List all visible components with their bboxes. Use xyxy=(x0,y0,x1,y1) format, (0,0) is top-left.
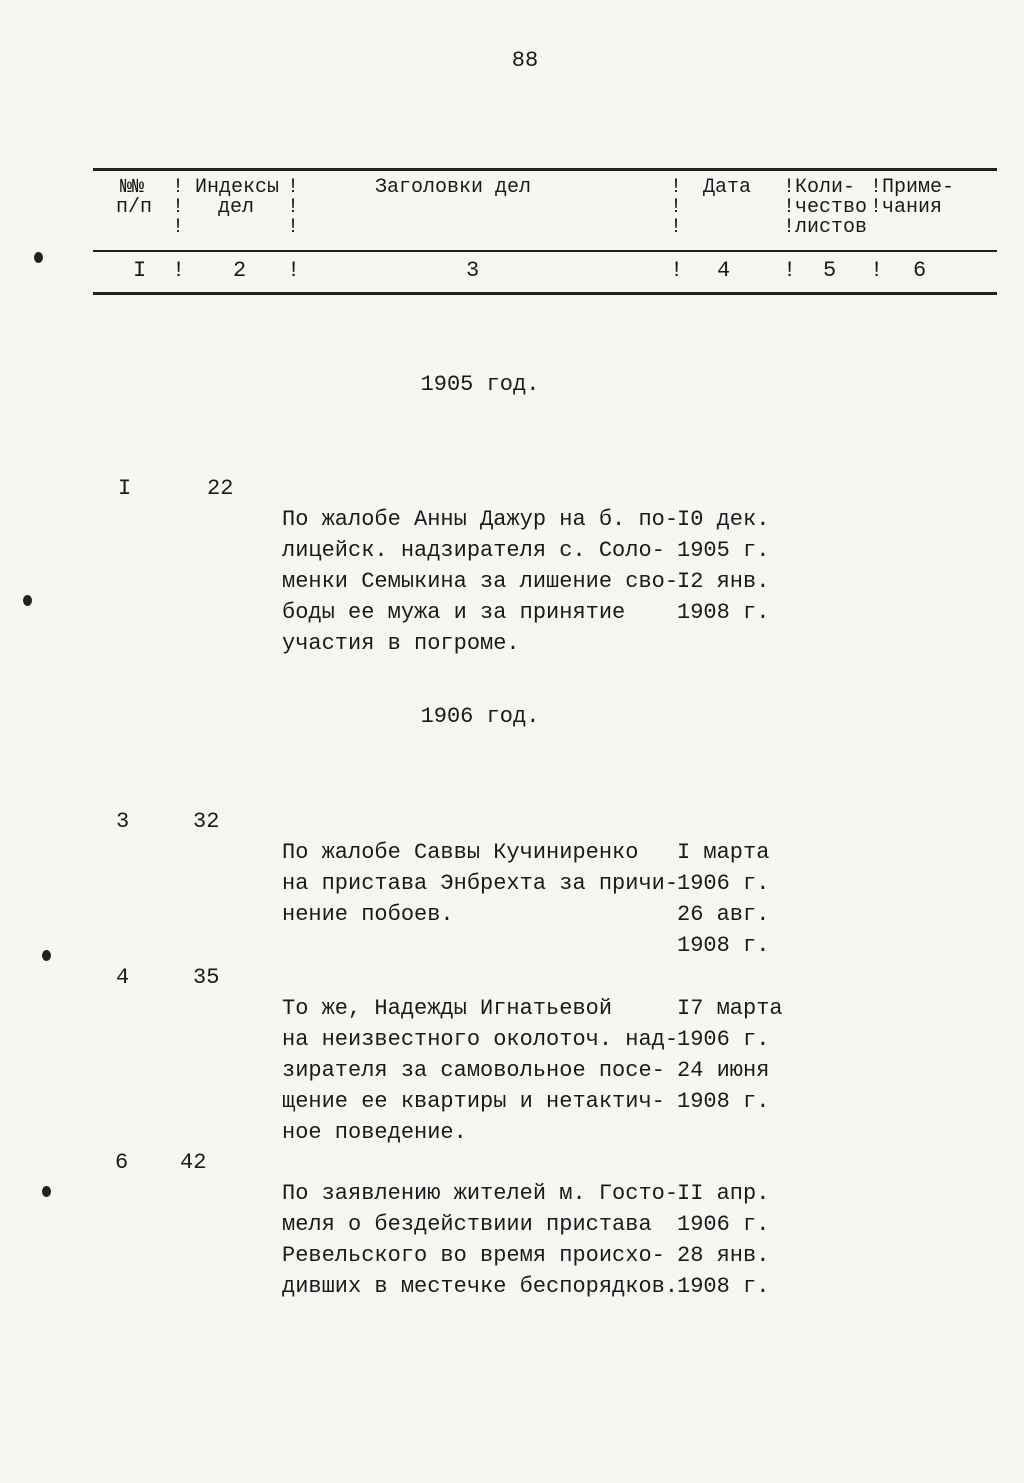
separator: ! xyxy=(172,196,185,219)
entry-index: 42 xyxy=(180,1150,207,1175)
date-line: 1908 г. xyxy=(677,1274,770,1299)
year-heading-1905: 1905 год. xyxy=(420,372,540,397)
title-line: нение побоев. xyxy=(282,902,454,927)
date-line: 26 авг. xyxy=(677,902,770,927)
col4-header: Дата xyxy=(703,176,752,199)
title-line: щение ее квартиры и нетактич- xyxy=(282,1089,665,1114)
entry-index: 35 xyxy=(193,965,220,990)
entry-number: 3 xyxy=(116,809,130,834)
date-line: 24 июня xyxy=(677,1058,770,1083)
entry-number: 4 xyxy=(116,965,130,990)
date-line: 28 янв. xyxy=(677,1243,770,1268)
separator: ! xyxy=(172,216,185,239)
entry-title xyxy=(282,806,678,961)
entry-dates xyxy=(677,962,783,1148)
separator: ! xyxy=(172,176,185,199)
col-number-2: 2 xyxy=(233,258,247,283)
title-line: То же, Надежды Игнатьевой xyxy=(282,996,613,1021)
date-line: 1908 г. xyxy=(677,1089,770,1114)
separator: ! xyxy=(870,196,883,219)
separator: ! xyxy=(783,196,796,219)
header-bottom-rule xyxy=(93,292,997,295)
date-line: 1906 г. xyxy=(677,1027,770,1052)
title-line: лицейск. надзирателя с. Соло- xyxy=(282,538,665,563)
header-middle-rule xyxy=(93,250,997,252)
col-number-4: 4 xyxy=(717,258,731,283)
year-heading-1906: 1906 год. xyxy=(420,704,540,729)
title-line: менки Семыкина за лишение сво- xyxy=(282,569,679,594)
title-line: По заявлению жителей м. Госто- xyxy=(282,1181,679,1206)
col2-header-line1: Индексы xyxy=(195,176,280,199)
col5-header-line3: листов xyxy=(795,216,868,239)
separator: ! xyxy=(172,258,186,283)
entry-title xyxy=(282,473,678,690)
date-line: 1908 г. xyxy=(677,933,770,958)
separator: ! xyxy=(287,176,300,199)
separator: ! xyxy=(783,176,796,199)
separator: ! xyxy=(287,216,300,239)
separator: ! xyxy=(870,258,884,283)
entry-index: 22 xyxy=(207,476,234,501)
col5-header-line1: Коли- xyxy=(795,176,856,199)
page-number: 88 xyxy=(511,48,539,73)
date-line: I7 марта xyxy=(677,996,783,1021)
title-line: Ревельского во время происхо- xyxy=(282,1243,665,1268)
col5-header-line2: чество xyxy=(795,196,868,219)
binding-hole-mark xyxy=(34,252,43,263)
col6-header-line2: чания xyxy=(882,196,943,219)
title-line: ное поведение. xyxy=(282,1120,467,1145)
entry-title xyxy=(282,1147,678,1333)
title-line: дивших в местечке беспорядков. xyxy=(282,1274,679,1299)
title-line: По жалобе Анны Дажур на б. по- xyxy=(282,507,679,532)
title-line: зирателя за самовольное посе- xyxy=(282,1058,665,1083)
col1-header-line2: п/п xyxy=(116,196,153,219)
title-line: участия в погроме. xyxy=(282,631,520,656)
binding-hole-mark xyxy=(42,1186,51,1197)
title-line: По жалобе Саввы Кучиниренко xyxy=(282,840,639,865)
col1-header-line1: №№ xyxy=(120,176,145,199)
entry-dates xyxy=(677,1147,769,1333)
entry-number: I xyxy=(118,476,132,501)
title-line: боды ее мужа и за принятие xyxy=(282,600,626,625)
separator: ! xyxy=(670,176,683,199)
entry-index: 32 xyxy=(193,809,220,834)
date-line: 1905 г. xyxy=(677,538,770,563)
date-line: 1908 г. xyxy=(677,600,770,625)
entry-dates xyxy=(677,473,769,659)
col-number-6: 6 xyxy=(913,258,927,283)
col6-header-line1: Приме- xyxy=(882,176,955,199)
title-line: на пристава Энбрехта за причи- xyxy=(282,871,679,896)
separator: ! xyxy=(870,176,883,199)
date-line: I марта xyxy=(677,840,770,865)
col3-header: Заголовки дел xyxy=(375,176,532,199)
title-line: на неизвестного околоточ. над- xyxy=(282,1027,679,1052)
title-line: меля о бездействиии пристава xyxy=(282,1212,652,1237)
separator: ! xyxy=(670,196,683,219)
date-line: 1906 г. xyxy=(677,871,770,896)
date-line: I2 янв. xyxy=(677,569,770,594)
col-number-3: 3 xyxy=(466,258,480,283)
col-number-1: I xyxy=(133,258,147,283)
col-number-5: 5 xyxy=(823,258,837,283)
separator: ! xyxy=(670,216,683,239)
separator: ! xyxy=(670,258,684,283)
col2-header-line2: дел xyxy=(218,196,255,219)
header-top-rule xyxy=(93,168,997,171)
separator: ! xyxy=(783,258,797,283)
date-line: I0 дек. xyxy=(677,507,770,532)
date-line: II апр. xyxy=(677,1181,770,1206)
date-line: 1906 г. xyxy=(677,1212,770,1237)
entry-number: 6 xyxy=(115,1150,129,1175)
binding-hole-mark xyxy=(23,595,32,606)
binding-hole-mark xyxy=(42,950,51,961)
separator: ! xyxy=(287,196,300,219)
separator: ! xyxy=(287,258,301,283)
separator: ! xyxy=(783,216,796,239)
